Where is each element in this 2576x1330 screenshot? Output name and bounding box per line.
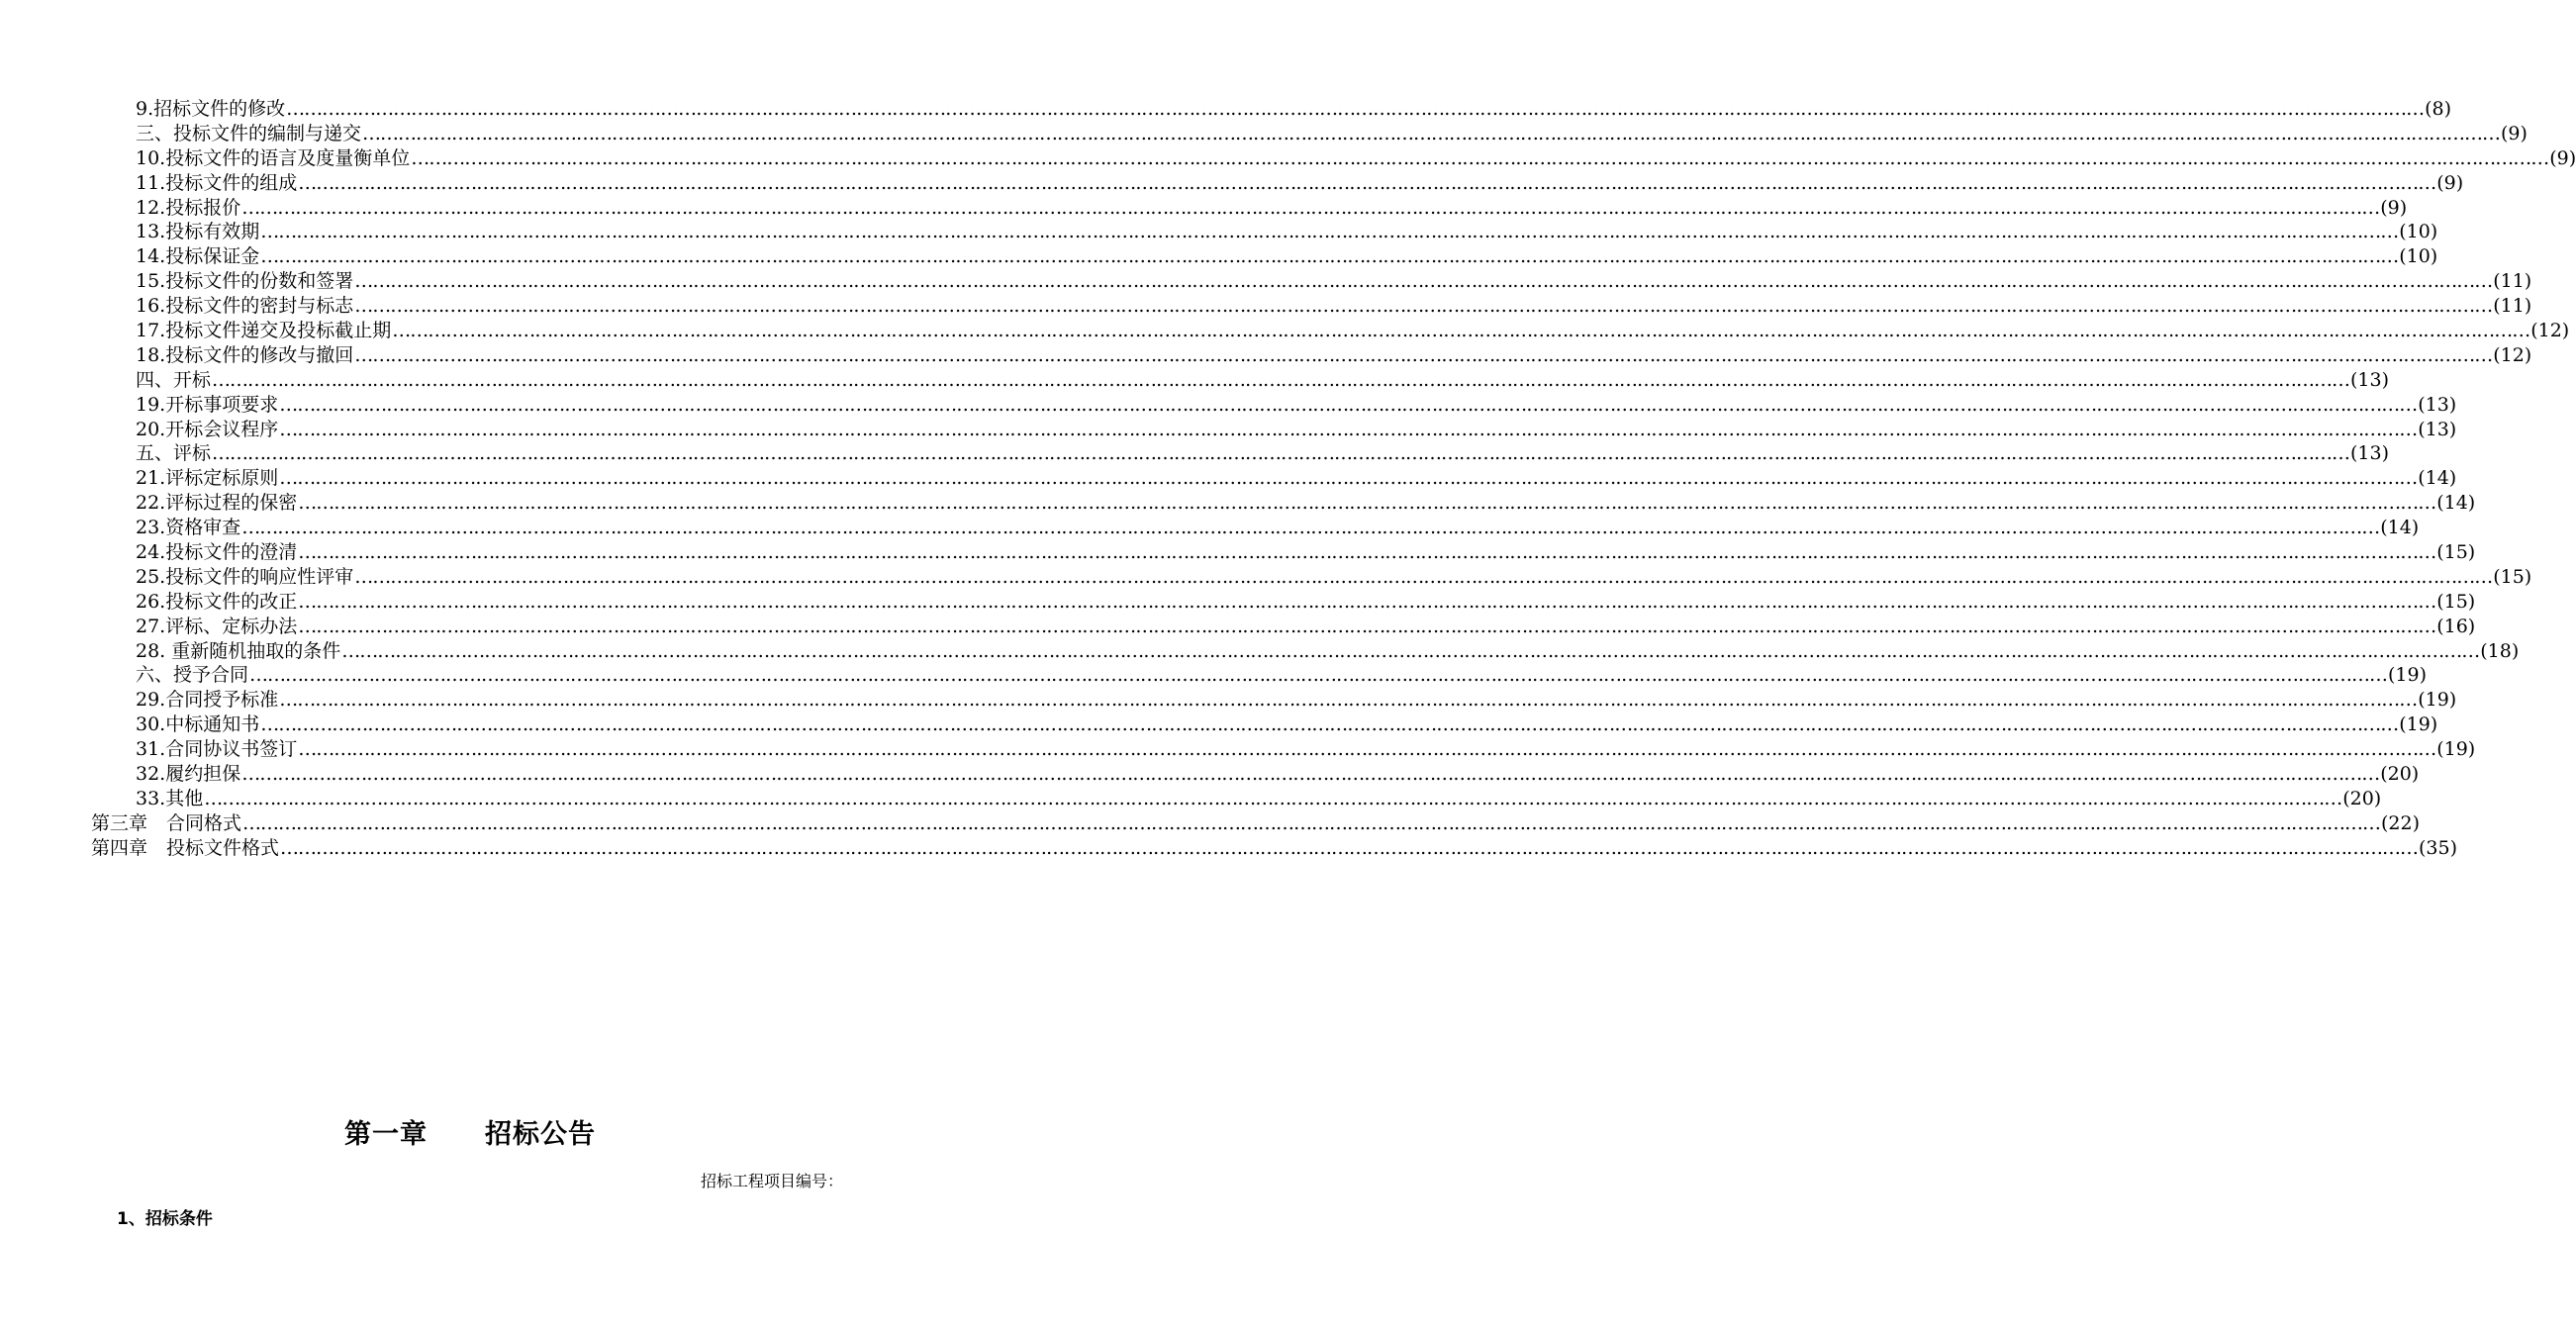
toc-entry-label: 14.投标保证金: [136, 245, 260, 268]
toc-entry[interactable]: [136, 196, 2408, 221]
toc-entry-label: 28. 重新随机抽取的条件: [136, 639, 341, 662]
toc-leader-dots: ………………………………………………………………………………………………………………………………………………………………………………………………………………………………………………………………………………………………………………………………: [298, 738, 2436, 761]
toc-entry[interactable]: [136, 615, 2476, 639]
toc-leader-dots: ………………………………………………………………………………………………………………………………………………………………………………………………………………………………………………………………………………………………………………………………: [279, 467, 2418, 490]
toc-entry[interactable]: [91, 836, 2458, 861]
toc-leader-dots: ………………………………………………………………………………………………………………………………………………………………………………………………………………………………………………………………………………………………………………………………: [354, 270, 2493, 293]
toc-entry[interactable]: [136, 787, 2382, 811]
toc-leader-dots: ………………………………………………………………………………………………………………………………………………………………………………………………………………………………………………………………………………………………………………………………: [298, 615, 2436, 637]
chapter-title: [0, 1112, 940, 1151]
toc-entry-page: (13): [2418, 393, 2457, 416]
toc-entry-label: 27.评标、定标办法: [136, 615, 298, 637]
toc-leader-dots: ………………………………………………………………………………………………………………………………………………………………………………………………………………………………………………………………………………………………………………………………: [260, 245, 2399, 268]
toc-entry-label: 30.中标通知书: [136, 713, 260, 736]
toc-entry-label: 18.投标文件的修改与撤回: [136, 343, 354, 366]
toc-entry[interactable]: [136, 171, 2464, 196]
toc-leader-dots: ………………………………………………………………………………………………………………………………………………………………………………………………………………………………………………………………………………………………………………………………: [279, 393, 2418, 416]
toc-entry[interactable]: [136, 368, 2390, 393]
toc-leader-dots: ………………………………………………………………………………………………………………………………………………………………………………………………………………………………………………………………………………………………………………………………: [298, 171, 2436, 194]
toc-leader-dots: ………………………………………………………………………………………………………………………………………………………………………………………………………………………………………………………………………………………………………………………………: [241, 196, 2380, 219]
toc-entry[interactable]: [136, 590, 2476, 615]
toc-leader-dots: ………………………………………………………………………………………………………………………………………………………………………………………………………………………………………………………………………………………………………………………………: [298, 492, 2436, 515]
toc-entry-page: (9): [2501, 122, 2528, 144]
toc-entry-label: 第三章 合同格式: [91, 811, 242, 834]
toc-leader-dots: ………………………………………………………………………………………………………………………………………………………………………………………………………………………………………………………………………………………………………………………………: [212, 442, 2350, 465]
toc-entry-label: 31.合同协议书签订: [136, 738, 298, 761]
toc-entry-label: 29.合同授予标准: [136, 689, 279, 712]
toc-entry-label: 15.投标文件的份数和签署: [136, 270, 354, 293]
toc-leader-dots: ………………………………………………………………………………………………………………………………………………………………………………………………………………………………………………………………………………………………………………………………: [280, 836, 2419, 859]
toc-entry[interactable]: [136, 688, 2457, 712]
toc-entry[interactable]: [136, 565, 2532, 590]
toc-entry-page: (8): [2425, 98, 2452, 120]
toc-entry-label: 12.投标报价: [136, 196, 241, 219]
toc-leader-dots: ………………………………………………………………………………………………………………………………………………………………………………………………………………………………………………………………………………………………………………………………: [354, 343, 2493, 366]
toc-entry-page: (15): [2436, 541, 2476, 564]
toc-entry-page: (11): [2493, 295, 2532, 318]
toc-entry[interactable]: [136, 737, 2476, 762]
table-of-contents: [0, 97, 2576, 861]
toc-entry-page: (16): [2436, 615, 2476, 637]
toc-entry-page: (9): [2380, 196, 2408, 219]
toc-entry-page: (13): [2350, 442, 2390, 465]
toc-entry-page: (13): [2418, 418, 2457, 440]
toc-entry-page: (18): [2480, 639, 2520, 662]
toc-entry-label: 24.投标文件的澄清: [136, 541, 298, 564]
toc-entry[interactable]: [136, 639, 2520, 664]
toc-leader-dots: ………………………………………………………………………………………………………………………………………………………………………………………………………………………………………………………………………………………………………………………………: [212, 368, 2350, 391]
chapter-number: 第一章: [344, 1119, 428, 1150]
toc-leader-dots: ………………………………………………………………………………………………………………………………………………………………………………………………………………………………………………………………………………………………………………………………: [241, 763, 2380, 786]
toc-entry[interactable]: [136, 97, 2452, 122]
toc-entry-label: 32.履约担保: [136, 763, 241, 786]
toc-leader-dots: ………………………………………………………………………………………………………………………………………………………………………………………………………………………………………………………………………………………………………………………………: [204, 787, 2342, 809]
chapter-name: 招标公告: [485, 1119, 596, 1150]
toc-entry-page: (12): [2493, 343, 2532, 366]
toc-entry[interactable]: [136, 319, 2570, 343]
toc-leader-dots: ………………………………………………………………………………………………………………………………………………………………………………………………………………………………………………………………………………………………………………………………: [411, 146, 2549, 169]
toc-leader-dots: ………………………………………………………………………………………………………………………………………………………………………………………………………………………………………………………………………………………………………………………………: [242, 811, 2381, 834]
toc-leader-dots: ………………………………………………………………………………………………………………………………………………………………………………………………………………………………………………………………………………………………………………………………: [279, 418, 2418, 440]
toc-entry[interactable]: [136, 146, 2576, 171]
toc-entry[interactable]: [91, 811, 2421, 836]
toc-entry-page: (11): [2493, 270, 2532, 293]
toc-leader-dots: ………………………………………………………………………………………………………………………………………………………………………………………………………………………………………………………………………………………………………………………………: [260, 713, 2399, 736]
toc-leader-dots: ………………………………………………………………………………………………………………………………………………………………………………………………………………………………………………………………………………………………………………………………: [286, 98, 2425, 120]
toc-leader-dots: ………………………………………………………………………………………………………………………………………………………………………………………………………………………………………………………………………………………………………………………………: [362, 122, 2501, 144]
toc-leader-dots: ………………………………………………………………………………………………………………………………………………………………………………………………………………………………………………………………………………………………………………………………: [279, 689, 2418, 712]
toc-entry[interactable]: [136, 516, 2420, 540]
toc-entry-page: (20): [2342, 787, 2382, 809]
toc-entry[interactable]: [136, 220, 2438, 244]
toc-entry[interactable]: [136, 663, 2428, 688]
toc-entry-page: (14): [2418, 467, 2457, 490]
section-heading: 1、招标条件: [117, 1209, 213, 1229]
toc-entry-label: 22.评标过程的保密: [136, 492, 298, 515]
toc-entry[interactable]: [136, 393, 2457, 418]
toc-entry[interactable]: [136, 418, 2457, 442]
toc-entry-page: (10): [2399, 245, 2438, 268]
toc-entry-page: (10): [2399, 221, 2438, 243]
toc-entry[interactable]: [136, 269, 2532, 294]
toc-leader-dots: ………………………………………………………………………………………………………………………………………………………………………………………………………………………………………………………………………………………………………………………………: [260, 221, 2399, 243]
toc-entry-page: (9): [2436, 171, 2464, 194]
toc-entry-label: 六、授予合同: [136, 664, 249, 687]
toc-entry[interactable]: [136, 294, 2532, 319]
toc-entry-label: 33.其他: [136, 787, 204, 809]
toc-entry[interactable]: [136, 466, 2457, 491]
toc-entry-label: 第四章 投标文件格式: [91, 836, 280, 859]
toc-leader-dots: ………………………………………………………………………………………………………………………………………………………………………………………………………………………………………………………………………………………………………………………………: [354, 565, 2493, 588]
toc-entry-label: 19.开标事项要求: [136, 393, 279, 416]
toc-entry[interactable]: [136, 762, 2420, 787]
toc-entry-page: (22): [2381, 811, 2421, 834]
project-number-label: 招标工程项目编号：: [700, 1172, 843, 1190]
toc-entry-page: (9): [2549, 146, 2576, 169]
toc-entry-label: 三、投标文件的编制与递交: [136, 122, 362, 144]
toc-entry-page: (15): [2436, 590, 2476, 613]
toc-entry-label: 20.开标会议程序: [136, 418, 279, 440]
toc-entry-label: 五、评标: [136, 442, 212, 465]
toc-entry[interactable]: [136, 343, 2532, 368]
toc-entry[interactable]: [136, 244, 2438, 269]
toc-entry-label: 17.投标文件递交及投标截止期: [136, 320, 392, 342]
toc-entry[interactable]: [136, 712, 2438, 737]
toc-leader-dots: ………………………………………………………………………………………………………………………………………………………………………………………………………………………………………………………………………………………………………………………………: [354, 295, 2493, 318]
toc-entry-page: (14): [2380, 517, 2420, 539]
toc-entry-page: (19): [2399, 713, 2438, 736]
toc-entry-label: 21.评标定标原则: [136, 467, 279, 490]
toc-leader-dots: ………………………………………………………………………………………………………………………………………………………………………………………………………………………………………………………………………………………………………………………………: [392, 320, 2530, 342]
toc-leader-dots: ………………………………………………………………………………………………………………………………………………………………………………………………………………………………………………………………………………………………………………………………: [249, 664, 2388, 687]
toc-entry-label: 25.投标文件的响应性评审: [136, 565, 354, 588]
toc-entry-label: 四、开标: [136, 368, 212, 391]
toc-entry-page: (35): [2419, 836, 2458, 859]
toc-entry-page: (13): [2350, 368, 2390, 391]
toc-entry-page: (14): [2436, 492, 2476, 515]
toc-leader-dots: ………………………………………………………………………………………………………………………………………………………………………………………………………………………………………………………………………………………………………………………………: [298, 590, 2436, 613]
toc-entry-label: 16.投标文件的密封与标志: [136, 295, 354, 318]
toc-entry-label: 26.投标文件的改正: [136, 590, 298, 613]
toc-entry-label: 9.招标文件的修改: [136, 98, 286, 120]
toc-entry[interactable]: [136, 122, 2528, 146]
toc-entry[interactable]: [136, 491, 2476, 516]
toc-entry-label: 23.资格审查: [136, 517, 241, 539]
toc-entry[interactable]: [136, 441, 2390, 466]
toc-entry-page: (19): [2388, 664, 2428, 687]
toc-entry-label: 13.投标有效期: [136, 221, 260, 243]
toc-entry-page: (19): [2418, 689, 2457, 712]
toc-entry-label: 11.投标文件的组成: [136, 171, 298, 194]
toc-entry-page: (12): [2530, 320, 2570, 342]
toc-entry-label: 10.投标文件的语言及度量衡单位: [136, 146, 411, 169]
toc-leader-dots: ………………………………………………………………………………………………………………………………………………………………………………………………………………………………………………………………………………………………………………………………: [341, 639, 2480, 662]
toc-leader-dots: ………………………………………………………………………………………………………………………………………………………………………………………………………………………………………………………………………………………………………………………………: [241, 517, 2380, 539]
toc-entry-page: (19): [2436, 738, 2476, 761]
toc-entry-page: (15): [2493, 565, 2532, 588]
toc-leader-dots: ………………………………………………………………………………………………………………………………………………………………………………………………………………………………………………………………………………………………………………………………: [298, 541, 2436, 564]
toc-entry[interactable]: [136, 540, 2476, 565]
toc-entry-page: (20): [2380, 763, 2420, 786]
